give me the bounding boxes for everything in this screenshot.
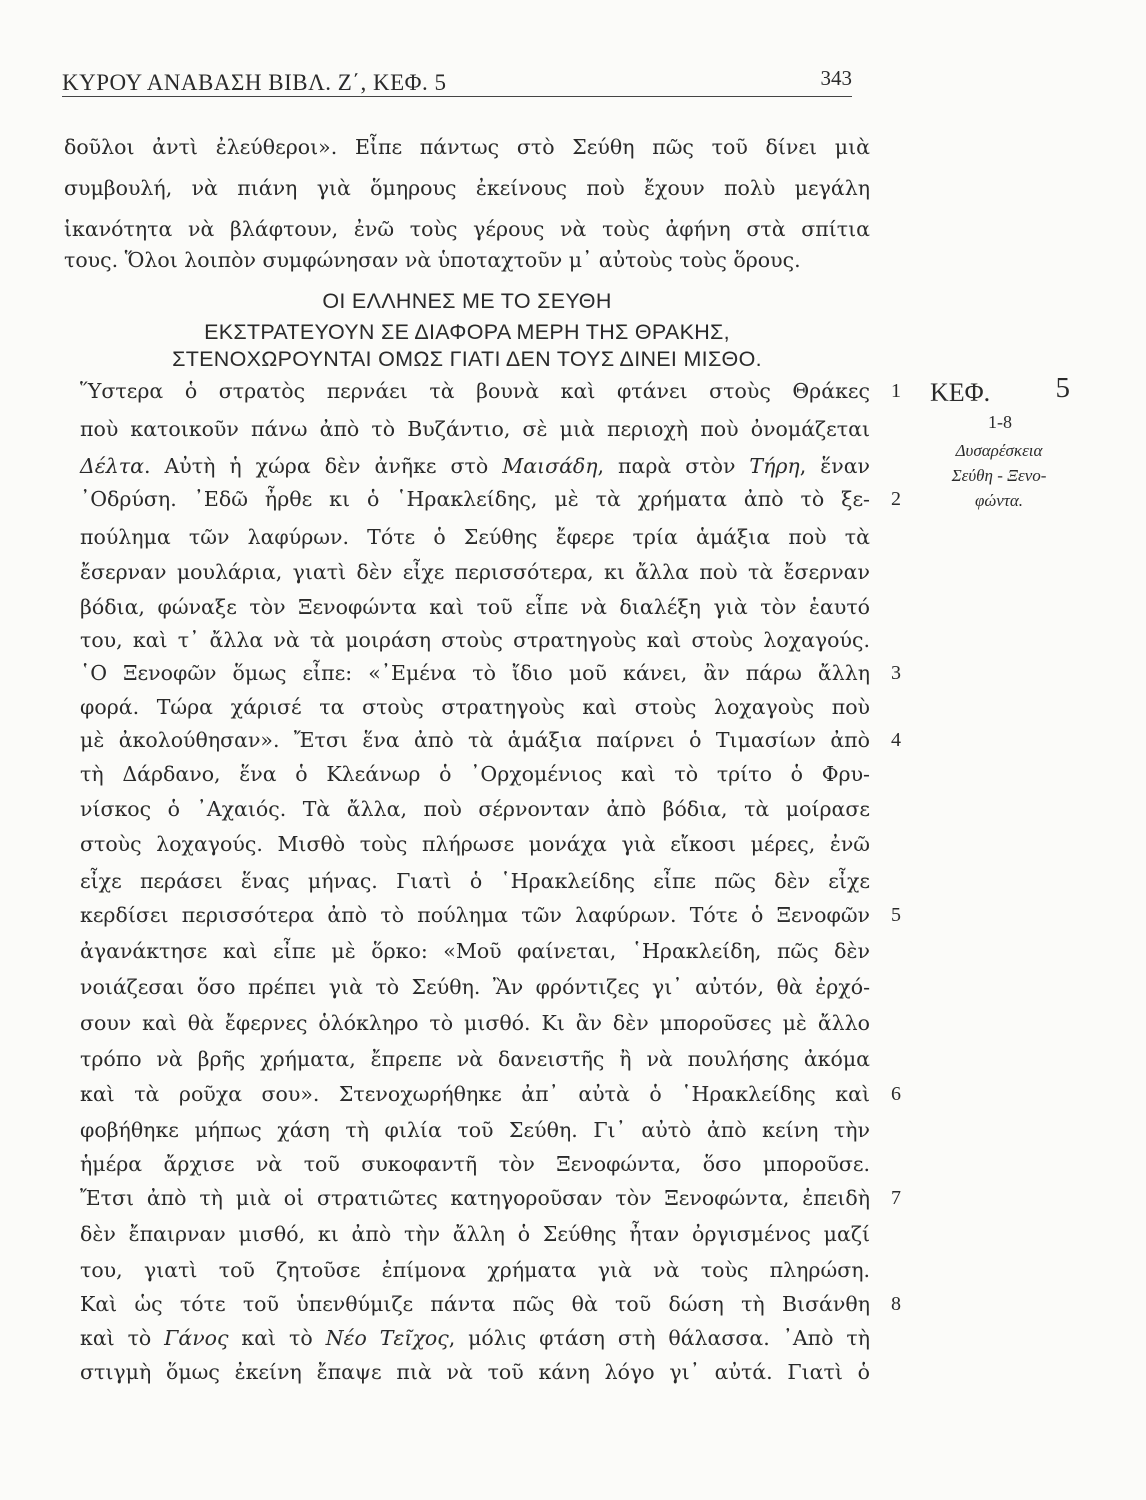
italic-place-name: Νέο Τεῖχος [325, 1326, 449, 1350]
italic-person-name: Τήρη [749, 454, 800, 478]
text-line: ἡμέρα ἄρχισε νὰ τοῦ συκοφαντῆ τὸν Ξενοφώντα, ὅσο μποροῦσε. [80, 1152, 870, 1176]
running-head-title: ΚΥΡΟΥ ΑΝΑΒΑΣΗ ΒΙΒΛ. Ζ΄, ΚΕΦ. 5 [62, 70, 447, 95]
text-line: ᾿Οδρύση. ᾿Εδῶ ἦρθε κι ὁ ῾Ηρακλείδης, μὲ τὰ χρήματα ἀπὸ τὸ ξε- [80, 487, 870, 511]
text-line: στοὺς λοχαγούς. Μισθὸ τοὺς πλήρωσε μονάχα γιὰ εἴκοσι μέρες, ἐνῶ [80, 832, 870, 856]
text-line: νίσκος ὁ ᾿Αχαιός. Τὰ ἄλλα, ποὺ σέρνονταν ἀπὸ βόδια, τὰ μοίρασε [80, 797, 870, 821]
section-number: 8 [891, 1293, 901, 1315]
text-line: σουν καὶ θὰ ἔφερνες ὁλόκληρο τὸ μισθό. Κι ἂν δὲν μποροῦσες μὲ ἄλλο [80, 1011, 870, 1035]
sidebar-summary-line: Σεύθη - Ξενο- [951, 466, 1047, 485]
section-number: 4 [891, 729, 901, 751]
text-line: τους. Ὅλοι λοιπὸν συμφώνησαν νὰ ὑποταχτοῦν μ᾿ αὐτοὺς τοὺς ὅρους. [64, 248, 801, 272]
section-heading-line: ΕΚΣΤΡΑΤΕΥΟΥΝ ΣΕ ΔΙΑΦΟΡΑ ΜΕΡΗ ΤΗΣ ΘΡΑΚΗΣ, [204, 320, 730, 344]
italic-place-name: Δέλτα [80, 454, 144, 478]
section-heading-line: ΟΙ ΕΛΛΗΝΕΣ ΜΕ ΤΟ ΣΕΥΘΗ [322, 289, 612, 313]
text-line: βόδια, φώναξε τὸν Ξενοφώντα καὶ τοῦ εἶπε νὰ διαλέξη γιὰ τὸν ἑαυτό [80, 595, 870, 619]
text-line: του, καὶ τ᾿ ἄλλα νὰ τὰ μοιράση στοὺς στρατηγοὺς καὶ στοὺς λοχαγούς. [80, 628, 870, 652]
text-line: φοβήθηκε μήπως χάση τὴ φιλία τοῦ Σεύθη. Γι᾿ αὐτὸ ἀπὸ κείνη τὴν [80, 1118, 870, 1142]
text-line: Ὕστερα ὁ στρατὸς περνάει τὰ βουνὰ καὶ φτάνει στοὺς Θράκες [80, 379, 870, 403]
section-number: 2 [891, 488, 901, 510]
text-line: δὲν ἔπαιρναν μισθό, κι ἀπὸ τὴν ἄλλη ὁ Σεύθης ἦταν ὀργισμένος μαζί [80, 1222, 870, 1246]
text-line: Καὶ ὡς τότε τοῦ ὑπενθύμιζε πάντα πῶς θὰ τοῦ δώση τὴ Βισάνθη [80, 1292, 870, 1316]
running-head [62, 62, 852, 97]
text-line: νοιάζεσαι ὅσο πρέπει γιὰ τὸ Σεύθη. Ἂν φρόντιζες γι᾿ αὐτόν, θὰ ἐρχό- [80, 975, 870, 999]
text-line: ποὺ κατοικοῦν πάνω ἀπὸ τὸ Βυζάντιο, σὲ μιὰ περιοχὴ ποὺ ὀνομάζεται [80, 417, 870, 441]
sidebar-chapter-number: 5 [1055, 372, 1070, 404]
text-line: φορά. Τώρα χάρισέ τα στοὺς στρατηγοὺς καὶ στοὺς λοχαγοὺς ποὺ [80, 695, 870, 719]
section-number: 5 [891, 904, 901, 926]
sidebar-chapter [930, 372, 1070, 412]
section-heading-line: ΣΤΕΝΟΧΩΡΟΥΝΤΑΙ ΟΜΩΣ ΓΙΑΤΙ ΔΕΝ ΤΟΥΣ ΔΙΝΕΙ ΜΙΣΘΟ. [172, 347, 762, 371]
text-line: καὶ τὰ ροῦχα σου». Στενοχωρήθηκε ἀπ᾿ αὐτὰ ὁ ῾Ηρακλείδης καὶ [80, 1082, 870, 1106]
section-number: 1 [891, 380, 901, 402]
italic-person-name: Μαισάδη [502, 454, 598, 478]
sidebar-section-range: 1-8 [988, 412, 1012, 432]
text-line: δοῦλοι ἀντὶ ἐλεύθεροι». Εἶπε πάντως στὸ Σεύθη πῶς τοῦ δίνει μιὰ [64, 135, 870, 159]
italic-place-name: Γάνος [164, 1326, 229, 1350]
section-number: 6 [891, 1083, 901, 1105]
text-line: πούλημα τῶν λαφύρων. Τότε ὁ Σεύθης ἔφερε τρία ἁμάξια ποὺ τὰ [80, 525, 870, 549]
text-line: τὴ Δάρδανο, ἕνα ὁ Κλεάνωρ ὁ ᾿Ορχομένιος καὶ τὸ τρίτο ὁ Φρυ- [80, 762, 870, 786]
text-line: εἶχε περάσει ἕνας μήνας. Γιατὶ ὁ ῾Ηρακλείδης εἶπε πῶς δὲν εἶχε [80, 869, 870, 893]
sidebar-summary [924, 438, 1074, 513]
text-line: ἀγανάκτησε καὶ εἶπε μὲ ὅρκο: «Μοῦ φαίνεται, ῾Ηρακλείδη, πῶς δὲν [80, 939, 870, 963]
text-line: του, γιατὶ τοῦ ζητοῦσε ἐπίμονα χρήματα γιὰ νὰ τοὺς πληρώση. [80, 1258, 870, 1282]
text-line: ἱκανότητα νὰ βλάφτουν, ἐνῶ τοὺς γέρους νὰ τοὺς ἀφήνη στὰ σπίτια [64, 217, 870, 241]
text-line: κερδίσει περισσότερα ἀπὸ τὸ πούλημα τῶν λαφύρων. Τότε ὁ Ξενοφῶν [80, 903, 870, 927]
text-line: μὲ ἀκολούθησαν». Ἔτσι ἕνα ἀπὸ τὰ ἁμάξια παίρνει ὁ Τιμασίων ἀπὸ [80, 728, 870, 752]
sidebar-chapter-label: ΚΕΦ. [930, 378, 991, 407]
text-line: τρόπο νὰ βρῆς χρήματα, ἔπρεπε νὰ δανειστῆς ἢ νὰ πουλήσης ἀκόμα [80, 1047, 870, 1071]
text-line: ῾Ο Ξενοφῶν ὅμως εἶπε: «᾿Εμένα τὸ ἴδιο μοῦ κάνει, ἂν πάρω ἄλλη [80, 661, 870, 685]
section-number: 3 [891, 662, 901, 684]
text-line: στιγμὴ ὅμως ἐκείνη ἔπαψε πιὰ νὰ τοῦ κάνη λόγο γι᾿ αὐτά. Γιατὶ ὁ [80, 1360, 870, 1384]
text-line: ἔσερναν μουλάρια, γιατὶ δὲν εἶχε περισσότερα, κι ἄλλα ποὺ τὰ ἔσερναν [80, 560, 870, 584]
text-line: συμβουλή, νὰ πιάνη γιὰ ὅμηρους ἐκείνους ποὺ ἔχουν πολὺ μεγάλη [64, 176, 870, 200]
text-line: καὶ τὸ Γάνος καὶ τὸ Νέο Τεῖχος, μόλις φτάση στὴ θάλασσα. ᾿Απὸ τὴ [80, 1326, 870, 1350]
sidebar-summary-line: φώντα. [974, 491, 1024, 510]
text-line: Ἔτσι ἀπὸ τὴ μιὰ οἱ στρατιῶτες κατηγοροῦσαν τὸν Ξενοφώντα, ἐπειδὴ [80, 1186, 870, 1210]
text-line: Δέλτα. Αὐτὴ ἡ χώρα δὲν ἀνῆκε στὸ Μαισάδη, παρὰ στὸν Τήρη, ἕναν [80, 454, 871, 478]
sidebar-summary-line: Δυσαρέσκεια [955, 441, 1043, 460]
page-number: 343 [820, 66, 852, 90]
section-number: 7 [891, 1187, 901, 1209]
